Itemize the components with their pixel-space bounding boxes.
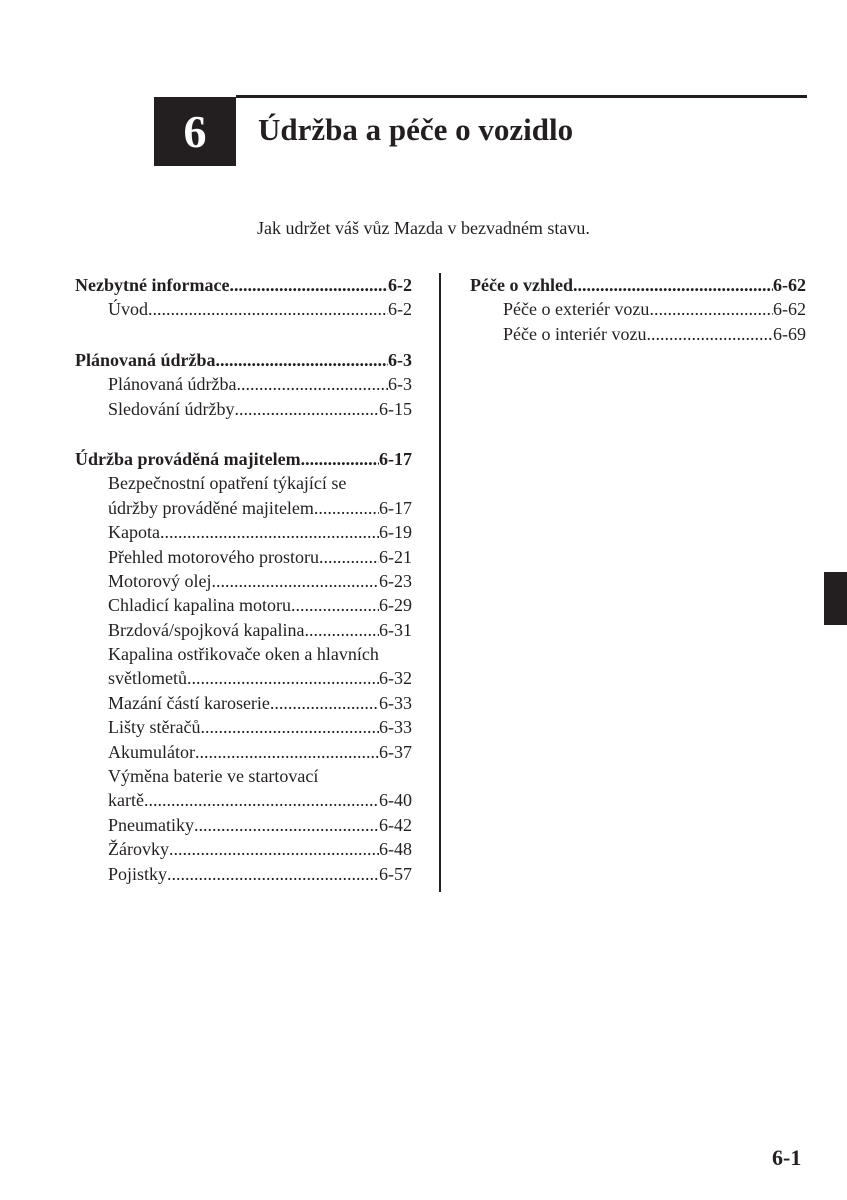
- toc-entry-page: 6-40: [379, 790, 412, 811]
- toc-entry-page: 6-2: [388, 299, 412, 320]
- toc-entry-text: Mazání částí karoserie: [108, 692, 270, 713]
- toc-entry-page: 6-29: [379, 595, 412, 616]
- toc-entry-text: Brzdová/spojková kapalina: [108, 619, 305, 640]
- chapter-title: Údržba a péče o vozidlo: [258, 112, 574, 147]
- toc-entry-link[interactable]: [75, 593, 412, 617]
- toc-heading-page: 6-17: [379, 448, 412, 469]
- toc-section-planovana-udrzba: [75, 348, 412, 421]
- column-divider: [439, 273, 441, 892]
- toc-heading-text: Péče o vzhled: [470, 275, 573, 295]
- toc-entry-link[interactable]: [75, 520, 412, 544]
- toc-entry-page: 6-33: [379, 692, 412, 713]
- toc-entry-text: Péče o interiér vozu: [503, 323, 647, 344]
- toc-entry-text: Chladicí kapalina motoru: [108, 595, 291, 616]
- toc-entry-link[interactable]: [75, 862, 412, 886]
- toc-entry-link[interactable]: [75, 837, 412, 861]
- toc-entry-link[interactable]: [75, 788, 412, 812]
- toc-entry-page: 6-62: [773, 299, 806, 320]
- toc-heading-link[interactable]: [75, 273, 412, 297]
- toc-entry-page: 6-31: [379, 619, 412, 640]
- toc-entry-page: 6-3: [388, 374, 412, 395]
- toc-entry-page: 6-32: [379, 668, 412, 689]
- toc-entry-text: světlometů: [108, 668, 187, 689]
- chapter-number: 6: [183, 106, 207, 157]
- toc-entry-link[interactable]: [75, 740, 412, 764]
- toc-entry-page: 6-15: [379, 398, 412, 419]
- toc-entry-text: Plánovaná údržba: [108, 374, 237, 395]
- toc-entry-text: Akumulátor: [108, 741, 195, 762]
- toc-entry-page: 6-17: [379, 497, 412, 518]
- toc-entry-link[interactable]: [75, 297, 412, 321]
- toc-entry-text: Sledování údržby: [108, 398, 235, 419]
- toc-heading-text: Údržba prováděná majitelem: [75, 448, 301, 469]
- toc-entry-text: Přehled motorového prostoru: [108, 546, 319, 567]
- toc-entry-link[interactable]: [75, 715, 412, 739]
- toc-entry-text: Motorový olej: [108, 570, 212, 591]
- toc-heading-text: Plánovaná údržba: [75, 349, 216, 370]
- toc-entry-text: Úvod: [108, 299, 148, 320]
- toc-entry-link[interactable]: [75, 618, 412, 642]
- toc-entry-link[interactable]: [75, 496, 412, 520]
- toc-entry-link[interactable]: [75, 642, 412, 666]
- toc-entry-page: 6-69: [773, 323, 806, 344]
- toc-section-udrzba-majitelem: [75, 447, 412, 886]
- toc-entry-page: 6-33: [379, 717, 412, 738]
- toc-entry-link[interactable]: [75, 397, 412, 421]
- toc-entry-page: 6-42: [379, 814, 412, 835]
- toc-entry-text: Pneumatiky: [108, 814, 194, 835]
- top-rule: [236, 95, 807, 98]
- toc-entry-page: 6-21: [379, 546, 412, 567]
- chapter-number-box: [154, 97, 236, 166]
- toc-entry-link[interactable]: [75, 372, 412, 396]
- toc-heading-link[interactable]: [470, 273, 806, 297]
- toc-entry-page: 6-37: [379, 741, 412, 762]
- toc-heading-link[interactable]: [75, 348, 412, 372]
- toc-entry-link[interactable]: [75, 666, 412, 690]
- toc-entry-text: Bezpečnostní opatření týkající se: [108, 473, 347, 494]
- toc-right-column: [470, 273, 806, 372]
- chapter-subtitle: Jak udržet váš vůz Mazda v bezvadném stavu.: [257, 218, 590, 238]
- toc-entry-text: Pojistky: [108, 863, 168, 884]
- toc-entry-page: 6-23: [379, 570, 412, 591]
- toc-heading-page: 6-3: [388, 349, 412, 370]
- toc-entry-text: kartě: [108, 790, 144, 811]
- toc-section-nezbytne-informace: [75, 273, 412, 322]
- toc-entry-page: 6-19: [379, 522, 412, 543]
- toc-entry-text: Výměna baterie ve startovací: [108, 766, 319, 787]
- toc-section-pece-o-vzhled: [470, 273, 806, 346]
- toc-entry-link[interactable]: [75, 764, 412, 788]
- chapter-thumb-tab: [824, 572, 847, 625]
- toc-entry-link[interactable]: [75, 569, 412, 593]
- toc-heading-page: 6-2: [388, 275, 412, 295]
- toc-entry-link[interactable]: [75, 471, 412, 495]
- toc-heading-link[interactable]: [75, 447, 412, 471]
- toc-entry-page: 6-57: [379, 863, 412, 884]
- toc-entry-page: 6-48: [379, 839, 412, 860]
- toc-entry-link[interactable]: [75, 813, 412, 837]
- toc-left-column: [75, 273, 412, 912]
- toc-entry-link[interactable]: [470, 322, 806, 346]
- toc-entry-link[interactable]: [75, 691, 412, 715]
- toc-entry-text: údržby prováděné majitelem: [108, 497, 314, 518]
- toc-entry-text: Lišty stěračů: [108, 717, 201, 738]
- toc-entry-text: Žárovky: [108, 839, 169, 860]
- toc-heading-text: Nezbytné informace: [75, 275, 230, 295]
- toc-entry-text: Kapota: [108, 522, 160, 543]
- toc-entry-link[interactable]: [75, 545, 412, 569]
- toc-entry-text: Péče o exteriér vozu: [503, 299, 650, 320]
- toc-entry-link[interactable]: [470, 297, 806, 321]
- toc-entry-text: Kapalina ostřikovače oken a hlavních: [108, 644, 379, 665]
- page-number: 6-1: [772, 1145, 802, 1170]
- toc-heading-page: 6-62: [773, 275, 806, 295]
